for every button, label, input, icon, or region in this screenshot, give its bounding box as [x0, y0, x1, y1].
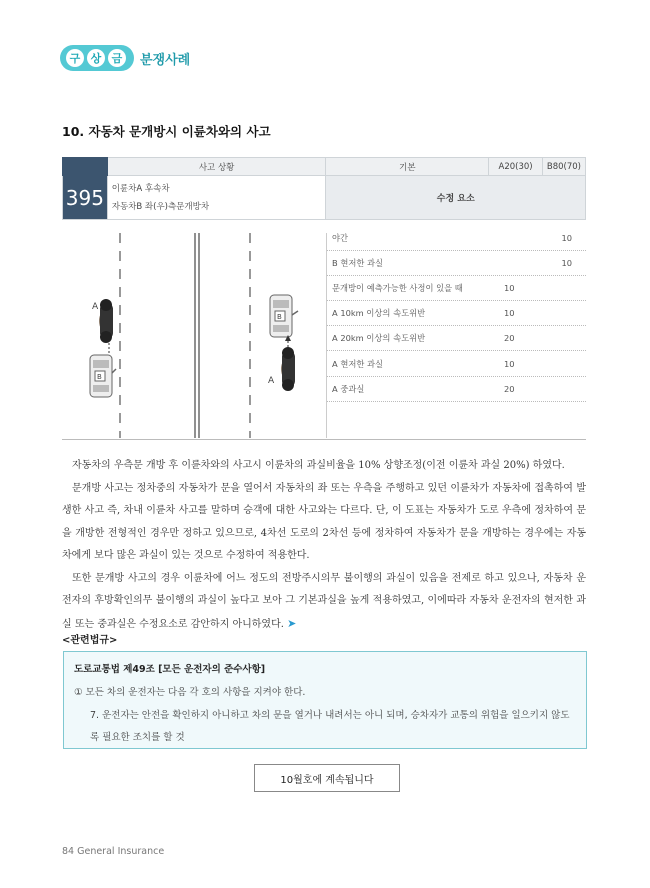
- factor-name: B 현저한 과실: [332, 258, 384, 269]
- end-mark-icon: ➤: [287, 616, 297, 630]
- label-a-top: A: [92, 302, 99, 312]
- label-b-top: B: [277, 313, 282, 321]
- motorcycle-icon: [281, 347, 295, 391]
- label-b-bottom: B: [97, 373, 102, 381]
- label-a-bottom: A: [268, 376, 275, 386]
- badge-char: 상: [87, 49, 105, 67]
- header-situation: 사고 상황: [107, 158, 326, 176]
- factor-name: A 현저한 과실: [332, 358, 384, 369]
- case-table: [62, 157, 586, 220]
- factor-name: A 20km 이상의 속도위반: [332, 333, 426, 344]
- law-label: <관련법규>: [62, 635, 118, 646]
- factor-name: 문개방이 예측가능한 사정이 있을 때: [332, 283, 463, 294]
- factor-row: [327, 351, 586, 376]
- factor-b: 10: [561, 258, 572, 269]
- factor-row: [327, 377, 586, 402]
- section-label: 분쟁사례: [140, 52, 191, 68]
- header-b: B80(70): [542, 158, 585, 176]
- factor-a: 20: [504, 383, 515, 394]
- body-paragraph: [62, 568, 586, 637]
- divider: [62, 439, 586, 440]
- factor-b: 10: [561, 233, 572, 244]
- factor-name: 야간: [332, 233, 349, 244]
- factor-row: [327, 301, 586, 326]
- factor-a: 20: [504, 333, 515, 344]
- badge-char: 구: [66, 49, 84, 67]
- header-a: A20(30): [489, 158, 543, 176]
- page-footer: 84 General Insurance: [62, 846, 165, 857]
- law-box: [63, 651, 587, 749]
- body-paragraph-text: 또한 문개방 사고의 경우 이륜차에 어느 정도의 전방주시의무 불이행의 과실이 있음을 전제로 하고 있으나, 자동차 운전자의 후방확인의무 불이행의 과실이 높다고 보아 그 기본과실을 높게 적용하였고, 이에따라 자동차 운전자의 현저한 과실 또는 중과실은 수정요소로 감안하지 아니하였다.: [62, 572, 586, 630]
- motorcycle-icon: [99, 299, 113, 343]
- factor-a: 10: [504, 358, 515, 369]
- law-line: 7. 운전자는 안전을 확인하지 아니하고 차의 문을 열거나 내려서는 아니 되며, 승차자가 교통의 위험을 일으키지 않도록 필요한 조치를 할 것: [90, 710, 570, 743]
- factor-a: 10: [504, 308, 515, 319]
- law-title: 도로교통법 제49조 [모든 운전자의 준수사항]: [74, 664, 266, 675]
- header-basic: 기본: [326, 158, 489, 176]
- factor-row: [327, 276, 586, 301]
- law-line: ① 모든 차의 운전자는 다음 각 호의 사항을 지켜야 한다.: [74, 687, 306, 698]
- situation-line: 이륜차A 후속차: [111, 183, 170, 194]
- body-paragraph: 문개방 사고는 정차중의 자동차가 문을 열어서 자동차의 좌 또는 우측을 주행하고 있던 이륜차가 자동차에 접촉하여 발생한 사고 즉, 차내 이륜차 사고를 말하며 승객에 대한 사고와는 다르다. 단, 이 도표는 자동차가 도로 우측에 정차하여 문을 개방한 전형적인 경우만 정하고 있으므로, 4차선 도로의 2차선 등에 정차하여 자동차가 문을 개방하는 경우에는 자동차에게 보다 많은 과실이 있는 것으로 수정하여 적용한다.: [62, 482, 586, 561]
- factor-name: A 중과실: [332, 383, 365, 394]
- body-paragraph: 자동차의 우측문 개방 후 이륜차와의 사고시 이륜차의 과실비율을 10% 상향조정(이전 이륜차 과실 20%) 하였다.: [72, 460, 565, 471]
- adjustment-factors: [327, 226, 586, 402]
- factor-name: A 10km 이상의 속도위반: [332, 308, 426, 319]
- accident-diagram: [62, 233, 327, 438]
- factor-row: [327, 226, 586, 251]
- number-header-cell: [63, 158, 108, 176]
- badge-char: 금: [108, 49, 126, 67]
- section-badge: [60, 45, 134, 71]
- section-header: [60, 45, 190, 71]
- article-title: 10. 자동차 문개방시 이륜차와의 사고: [62, 124, 271, 139]
- factor-a: 10: [504, 283, 515, 294]
- article-body: [62, 455, 586, 636]
- car-icon: [90, 355, 116, 397]
- situation-line: 자동차B 좌(우)측문개방차: [111, 201, 210, 212]
- case-number: 395: [63, 176, 108, 220]
- car-icon: [270, 295, 298, 337]
- factor-row: [327, 326, 586, 351]
- factor-row: [327, 251, 586, 276]
- continued-box: 10월호에 계속됩니다: [254, 764, 400, 792]
- fix-label: 수정 요소: [326, 176, 586, 220]
- case-situation: [107, 176, 326, 220]
